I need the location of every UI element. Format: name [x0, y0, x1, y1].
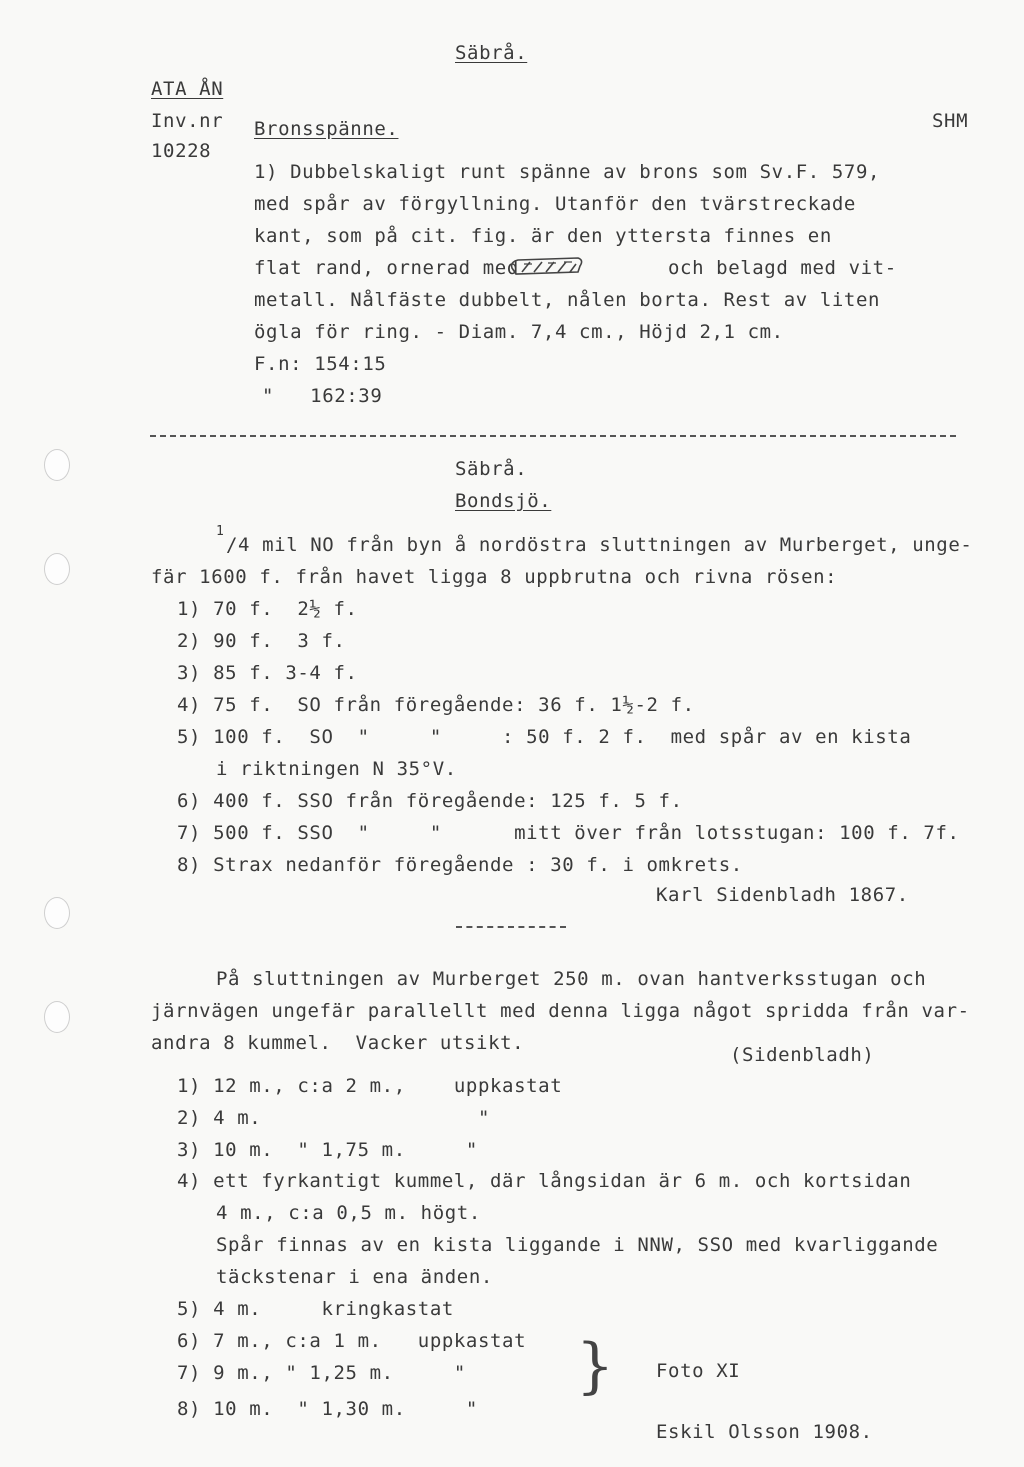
section-subplace: Bondsjö. [455, 490, 552, 512]
entry-line: och belagd med vit- [668, 257, 897, 279]
list-item: 3) 10 m. " 1,75 m. " [177, 1139, 478, 1161]
section-intro: andra 8 kummel. Vacker utsikt. [151, 1032, 525, 1054]
section-divider [150, 435, 956, 437]
short-divider [456, 926, 566, 928]
list-item: 5) 100 f. SO " " : 50 f. 2 f. med spår av en kista [177, 726, 912, 748]
list-item: i riktningen N 35°V. [216, 758, 457, 780]
list-item: 6) 7 m., c:a 1 m. uppkastat [177, 1330, 527, 1352]
list-item: 4) ett fyrkantigt kummel, där långsidan är 6 m. och kortsidan [177, 1170, 912, 1192]
section-place: Säbrå. [455, 458, 528, 480]
entry-line: F.n: 154:15 [254, 353, 387, 375]
list-item: täckstenar i ena änden. [216, 1266, 493, 1288]
list-item: 2) 4 m. " [177, 1107, 491, 1129]
list-item: Spår finnas av en kista liggande i NNW, SSO med kvarliggande [216, 1234, 939, 1256]
list-item: 7) 9 m., " 1,25 m. " [177, 1362, 466, 1384]
inventory-number: 10228 [151, 140, 212, 162]
list-item: 8) Strax nedanför föregående : 30 f. i omkrets. [177, 854, 743, 876]
section-intro: järnvägen ungefär parallellt med denna ligga något spridda från var- [151, 1000, 970, 1022]
punch-hole [44, 1001, 70, 1033]
photo-note: Foto XI [656, 1360, 741, 1382]
fraction-numerator: 1 [216, 524, 225, 539]
list-item: 3) 85 f. 3-4 f. [177, 662, 358, 684]
archive-label: ATA ÅN [151, 78, 224, 100]
punch-hole [44, 897, 70, 929]
source-note: (Sidenbladh) [730, 1044, 875, 1066]
entry-line: flat rand, ornerad med [254, 257, 519, 279]
entry-line: kant, som på cit. fig. är den yttersta finnes en [254, 225, 832, 247]
brace-mark: } [576, 1331, 615, 1401]
list-item: 1) 12 m., c:a 2 m., uppkastat [177, 1075, 563, 1097]
list-item: 4 m., c:a 0,5 m. högt. [216, 1202, 481, 1224]
page-title: Säbrå. [455, 42, 528, 64]
entry-line: 1) Dubbelskaligt runt spänne av brons som Sv.F. 579, [254, 161, 881, 183]
section-intro: På sluttningen av Murberget 250 m. ovan hantverksstugan och [216, 968, 927, 990]
punch-hole [44, 449, 70, 481]
section-intro: fär 1600 f. från havet ligga 8 uppbrutna och rivna rösen: [151, 566, 838, 588]
list-item: 5) 4 m. kringkastat [177, 1298, 454, 1320]
inventory-label: Inv.nr [151, 110, 224, 132]
list-item: 8) 10 m. " 1,30 m. " [177, 1398, 478, 1420]
ornament-drawing [508, 252, 586, 280]
list-item: 1) 70 f. 2½ f. [177, 598, 358, 620]
punch-hole [44, 553, 70, 585]
entry-heading: Bronsspänne. [254, 118, 399, 140]
signature: Karl Sidenbladh 1867. [656, 884, 909, 906]
list-item: 6) 400 f. SSO från föregående: 125 f. 5 f. [177, 790, 683, 812]
list-item: 4) 75 f. SO från föregående: 36 f. 1½-2 f. [177, 694, 695, 716]
signature: Eskil Olsson 1908. [656, 1421, 873, 1443]
section-intro: /4 mil NO från byn å nordöstra sluttningen av Murberget, unge- [226, 534, 973, 556]
entry-line: med spår av förgyllning. Utanför den tvärstreckade [254, 193, 856, 215]
institution-label: SHM [932, 110, 969, 132]
entry-line: ögla för ring. - Diam. 7,4 cm., Höjd 2,1 cm. [254, 321, 784, 343]
entry-line: " 162:39 [262, 385, 383, 407]
list-item: 7) 500 f. SSO " " mitt över från lotsstugan: 100 f. 7f. [177, 822, 960, 844]
entry-line: metall. Nålfäste dubbelt, nålen borta. Rest av liten [254, 289, 881, 311]
list-item: 2) 90 f. 3 f. [177, 630, 346, 652]
